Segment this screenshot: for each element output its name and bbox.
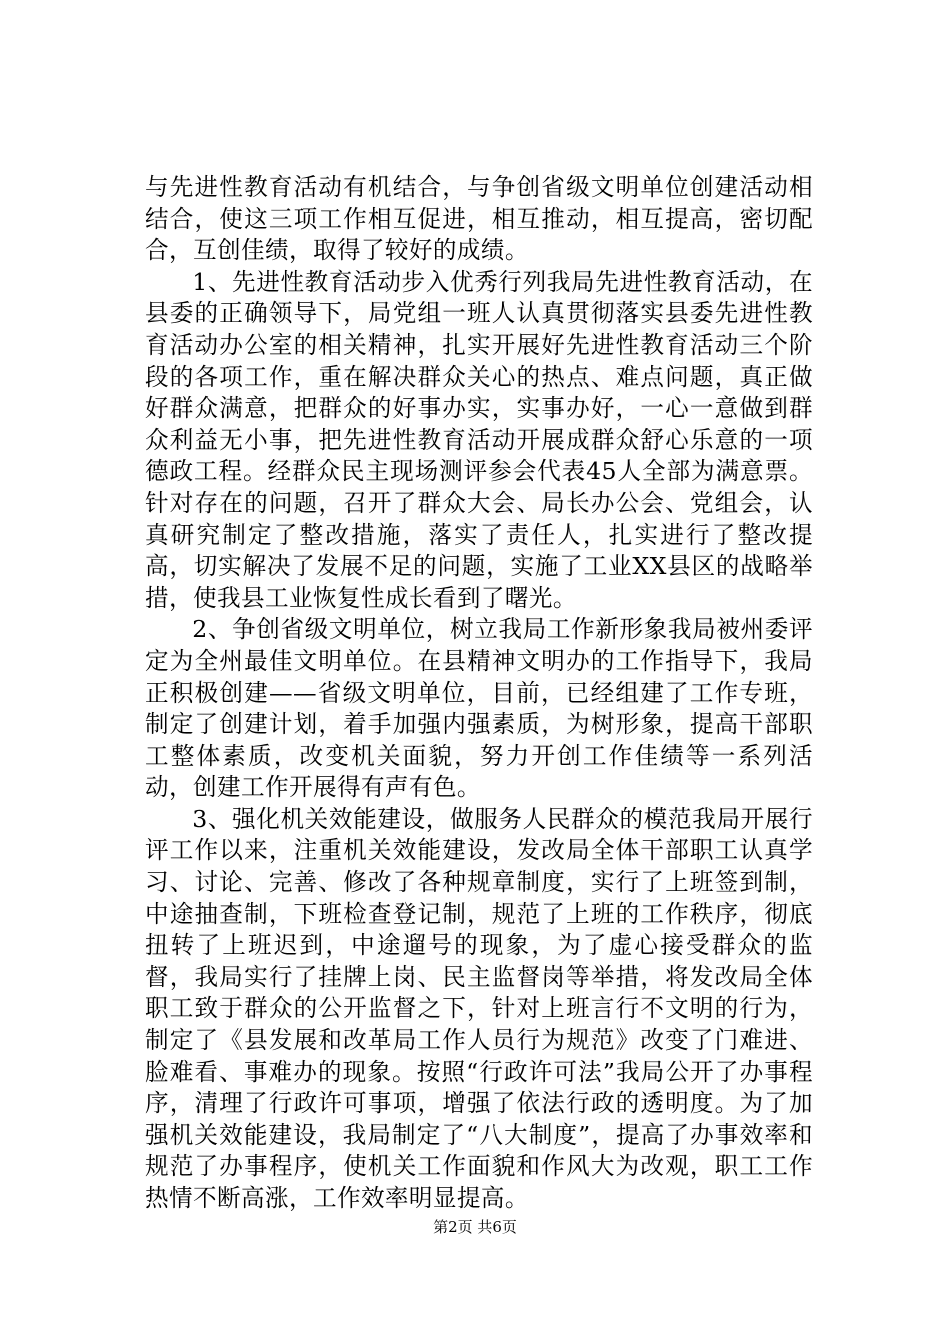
paragraph-continuation: 与先进性教育活动有机结合，与争创省级文明单位创建活动相结合，使这三项工作相互促进，相互推动，相互提高，密切配合，互创佳绩，取得了较好的成绩。: [145, 173, 813, 265]
page-number-footer: 第2页 共6页: [433, 1218, 517, 1236]
document-body: [145, 172, 813, 1215]
paragraph-item-3: 3、强化机关效能建设，做服务人民群众的模范我局开展行评工作以来，注重机关效能建设，发改局全体干部职工认真学习、讨论、完善、修改了各种规章制度，实行了上班签到制，中途抽查制，下班检查登记制，规范了上班的工作秩序，彻底扭转了上班迟到，中途遛号的现象，为了虚心接受群众的监督，我局实行了挂牌上岗、民主监督岗等举措，将发改局全体职工致于群众的公开监督之下，针对上班言行不文明的行为，制定了《县发展和改革局工作人员行为规范》改变了门难进、脸难看、事难办的现象。按照“行政许可法”我局公开了办事程序，清理了行政许可事项，增强了依法行政的透明度。为了加强机关效能建设，我局制定了“八大制度”，提高了办事效率和规范了办事程序，使机关工作面貌和作风大为改观，职工工作热情不断高涨，工作效率明显提高。: [145, 804, 813, 1212]
paragraph-item-2: 2、争创省级文明单位，树立我局工作新形象我局被州委评定为全州最佳文明单位。在县精神文明办的工作指导下，我局正积极创建——省级文明单位，目前，已经组建了工作专班，制定了创建计划，着手加强内强素质，为树形象，提高干部职工整体素质，改变机关面貌，努力开创工作佳绩等一系列活动，创建工作开展得有声有色。: [145, 615, 813, 802]
paragraph-item-1: 1、先进性教育活动步入优秀行列我局先进性教育活动，在县委的正确领导下，局党组一班人认真贯彻落实县委先进性教育活动办公室的相关精神，扎实开展好先进性教育活动三个阶段的各项工作，重在解决群众关心的热点、难点问题，真正做好群众满意，把群众的好事办实，实事办好，一心一意做到群众利益无小事，把先进性教育活动开展成群众舒心乐意的一项德政工程。经群众民主现场测评参会代表45人全部为满意票。针对存在的问题，召开了群众大会、局长办公会、党组会，认真研究制定了整改措施，落实了责任人，扎实进行了整改提高，切实解决了发展不足的问题，实施了工业XX县区的战略举措，使我县工业恢复性成长看到了曙光。: [145, 267, 813, 612]
